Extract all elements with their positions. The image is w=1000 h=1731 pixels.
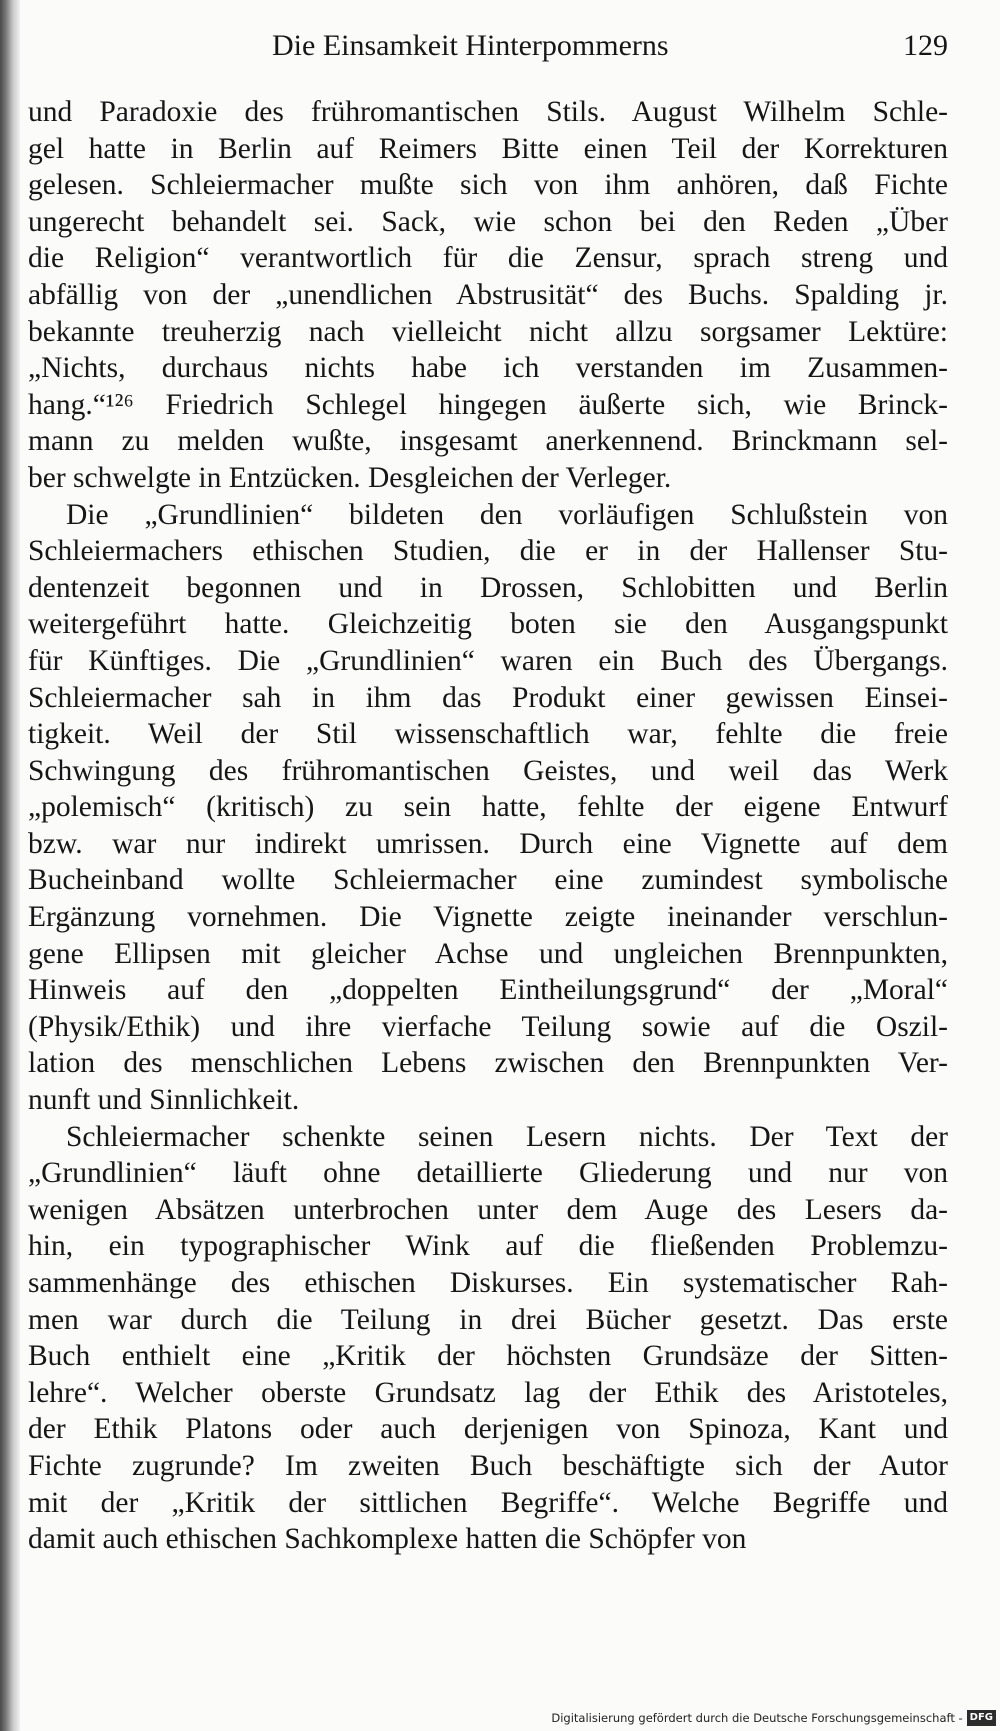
text-line: die Religion“ verantwortlich für die Zensur, sprach streng und — [28, 242, 948, 275]
text-line: „Nichts, durchaus nichts habe ich verstanden im Zusammen- — [28, 352, 948, 385]
text-line: Ergänzung vornehmen. Die Vignette zeigte ineinander verschlun- — [28, 901, 948, 934]
running-head-title: Die Einsamkeit Hinterpommerns — [272, 29, 669, 62]
binding-gutter-shadow — [0, 0, 20, 1731]
text-line: nunft und Sinnlichkeit. — [28, 1084, 300, 1117]
text-line: gene Ellipsen mit gleicher Achse und ungleichen Brennpunkten, — [28, 937, 948, 970]
text-line: damit auch ethischen Sachkomplexe hatten die Schöpfer von — [28, 1523, 747, 1556]
digitization-footer — [551, 1709, 996, 1727]
text-line: „polemisch“ (kritisch) zu sein hatte, fehlte der eigene Entwurf — [28, 791, 948, 824]
text-line: Fichte zugrunde? Im zweiten Buch beschäftigte sich der Autor — [28, 1449, 948, 1482]
text-line: gel hatte in Berlin auf Reimers Bitte einen Teil der Korrekturen — [28, 132, 948, 165]
text-line: für Künftiges. Die „Grundlinien“ waren ein Buch des Übergangs. — [28, 644, 948, 677]
text-line: gelesen. Schleiermacher mußte sich von ihm anhören, daß Fichte — [28, 169, 948, 202]
text-line: ungerecht behandelt sei. Sack, wie schon bei den Reden „Über — [28, 205, 948, 238]
text-line: Schleiermachers ethischen Studien, die er in der Hallenser Stu- — [28, 535, 948, 568]
body-text — [28, 94, 948, 1558]
text-line: abfällig von der „unendlichen Abstrusität“ des Buchs. Spalding jr. — [28, 278, 948, 311]
text-line: men war durch die Teilung in drei Bücher gesetzt. Das erste — [28, 1303, 948, 1336]
text-line: ber schwelgte in Entzücken. Desgleichen der Verleger. — [28, 461, 672, 494]
running-head — [24, 26, 948, 66]
text-line: hang.“¹²⁶ Friedrich Schlegel hingegen äußerte sich, wie Brinck- — [28, 388, 948, 421]
text-line: Schwingung des frühromantischen Geistes, und weil das Werk — [28, 754, 948, 787]
text-line: und Paradoxie des frühromantischen Stils. August Wilhelm Schle- — [28, 96, 948, 128]
text-line: weitergeführt hatte. Gleichzeitig boten sie den Ausgangspunkt — [28, 608, 948, 641]
text-line: lehre“. Welcher oberste Grundsatz lag der Ethik des Aristoteles, — [28, 1376, 948, 1409]
text-line: Hinweis auf den „doppelten Eintheilungsgrund“ der „Moral“ — [28, 974, 948, 1007]
text-line: (Physik/Ethik) und ihre vierfache Teilung sowie auf die Oszil- — [28, 1010, 948, 1043]
text-line: Schleiermacher sah in ihm das Produkt einer gewissen Einsei- — [28, 681, 948, 714]
text-line: sammenhänge des ethischen Diskurses. Ein systematischer Rah- — [28, 1267, 948, 1299]
text-line: wenigen Absätzen unterbrochen unter dem Auge des Lesers da- — [28, 1193, 948, 1226]
text-line: Die „Grundlinien“ bildeten den vorläufigen Schlußstein von — [66, 498, 948, 531]
text-line: bzw. war nur indirekt umrissen. Durch eine Vignette auf dem — [28, 827, 948, 860]
text-line: der Ethik Platons oder auch derjenigen von Spinoza, Kant und — [28, 1413, 948, 1446]
text-line: lation des menschlichen Lebens zwischen den Brennpunkten Ver- — [28, 1047, 948, 1080]
text-line: mann zu melden wußte, insgesamt anerkennend. Brinckmann sel- — [28, 425, 948, 458]
text-line: Schleiermacher schenkte seinen Lesern nichts. Der Text der — [66, 1120, 948, 1153]
text-line: hin, ein typographischer Wink auf die fließenden Problemzu- — [28, 1230, 948, 1263]
text-line: mit der „Kritik der sittlichen Begriffe“. Welche Begriffe und — [28, 1486, 948, 1519]
text-line: „Grundlinien“ läuft ohne detaillierte Gliederung und nur von — [28, 1157, 948, 1190]
page-number: 129 — [903, 29, 948, 62]
dfg-logo: DFG — [967, 1710, 996, 1726]
text-line: dentenzeit begonnen und in Drossen, Schlobitten und Berlin — [28, 571, 948, 604]
footer-text: Digitalisierung gefördert durch die Deutsche Forschungsgemeinschaft - — [551, 1711, 963, 1725]
text-line: tigkeit. Weil der Stil wissenschaftlich war, fehlte die freie — [28, 718, 948, 751]
text-line: Buch enthielt eine „Kritik der höchsten Grundsäze der Sitten- — [28, 1340, 948, 1373]
text-line: Bucheinband wollte Schleiermacher eine zumindest symbolische — [28, 864, 948, 897]
text-line: bekannte treuherzig nach vielleicht nicht allzu sorgsamer Lektüre: — [28, 315, 948, 348]
